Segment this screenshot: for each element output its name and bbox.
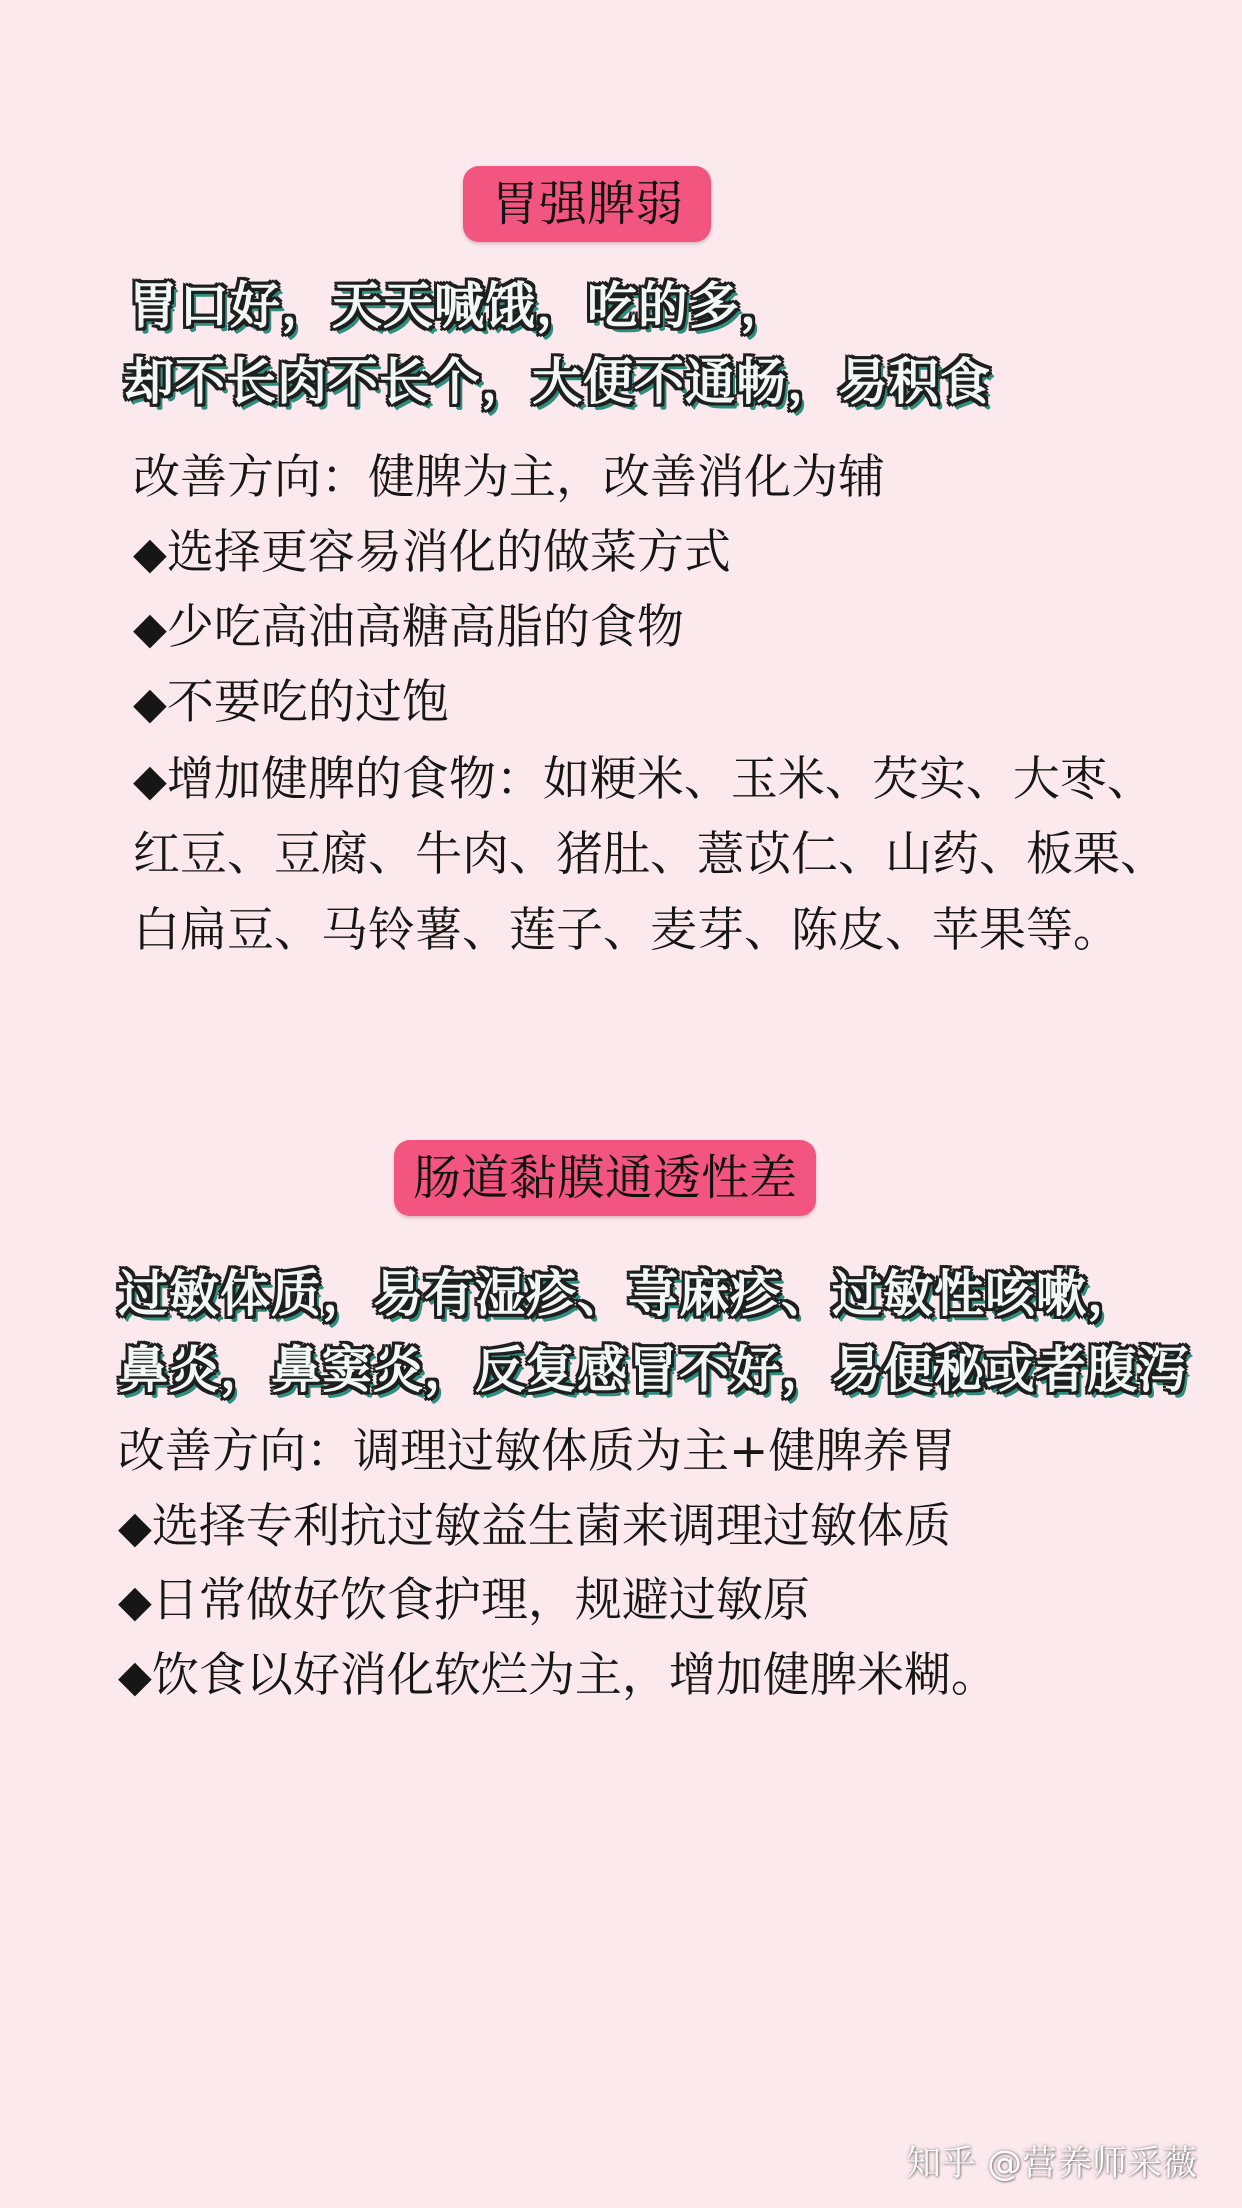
section-1-food-list-line: 白扁豆、马铃薯、莲子、麦芽、陈皮、苹果等。 bbox=[133, 903, 1120, 958]
diamond-bullet-icon: ◆ bbox=[133, 603, 167, 654]
diamond-bullet-icon: ◆ bbox=[133, 528, 167, 579]
section-2-bullet bbox=[118, 1563, 810, 1630]
section-1-bullet bbox=[133, 590, 684, 657]
bullet-text: 不要吃的过饱 bbox=[166, 675, 449, 730]
diamond-bullet-icon: ◆ bbox=[118, 1502, 152, 1553]
section-2-bullet bbox=[118, 1489, 951, 1556]
section-2-direction: 改善方向：调理过敏体质为主+健脾养胃 bbox=[118, 1424, 957, 1479]
section-1-direction: 改善方向：健脾为主，改善消化为辅 bbox=[133, 450, 885, 505]
zhihu-watermark: 知乎 @营养师采薇 bbox=[906, 2144, 1198, 2184]
section-2-tag: 肠道黏膜通透性差 bbox=[394, 1140, 816, 1216]
section-1-headline-line-1: 胃口好，天天喊饿，吃的多， bbox=[128, 277, 791, 335]
section-1-bullet bbox=[133, 742, 1154, 809]
diamond-bullet-icon: ◆ bbox=[118, 1651, 152, 1702]
bullet-text: 增加健脾的食物：如粳米、玉米、芡实、大枣、 bbox=[166, 752, 1154, 807]
section-2-bullet bbox=[118, 1638, 998, 1705]
bullet-text: 日常做好饮食护理，规避过敏原 bbox=[151, 1573, 810, 1628]
diamond-bullet-icon: ◆ bbox=[118, 1576, 152, 1627]
diamond-bullet-icon: ◆ bbox=[133, 678, 167, 729]
section-1-tag: 胃强脾弱 bbox=[463, 166, 711, 242]
bullet-text: 选择专利抗过敏益生菌来调理过敏体质 bbox=[151, 1499, 951, 1554]
section-1-bullet bbox=[133, 515, 731, 582]
diamond-bullet-icon: ◆ bbox=[133, 755, 167, 806]
section-2-headline-line-1: 过敏体质，易有湿疹、荨麻疹、过敏性咳嗽， bbox=[118, 1265, 1138, 1323]
bullet-text: 选择更容易消化的做菜方式 bbox=[166, 525, 731, 580]
section-2-headline-line-2: 鼻炎，鼻窦炎，反复感冒不好，易便秘或者腹泻 bbox=[118, 1341, 1189, 1399]
bullet-text: 饮食以好消化软烂为主，增加健脾米糊。 bbox=[151, 1648, 998, 1703]
section-1-food-list-line: 红豆、豆腐、牛肉、猪肚、薏苡仁、山药、板栗、 bbox=[133, 827, 1167, 882]
section-1-headline-line-2: 却不长肉不长个，大便不通畅，易积食 bbox=[124, 353, 991, 411]
section-1-bullet bbox=[133, 665, 449, 732]
bullet-text: 少吃高油高糖高脂的食物 bbox=[166, 600, 684, 655]
